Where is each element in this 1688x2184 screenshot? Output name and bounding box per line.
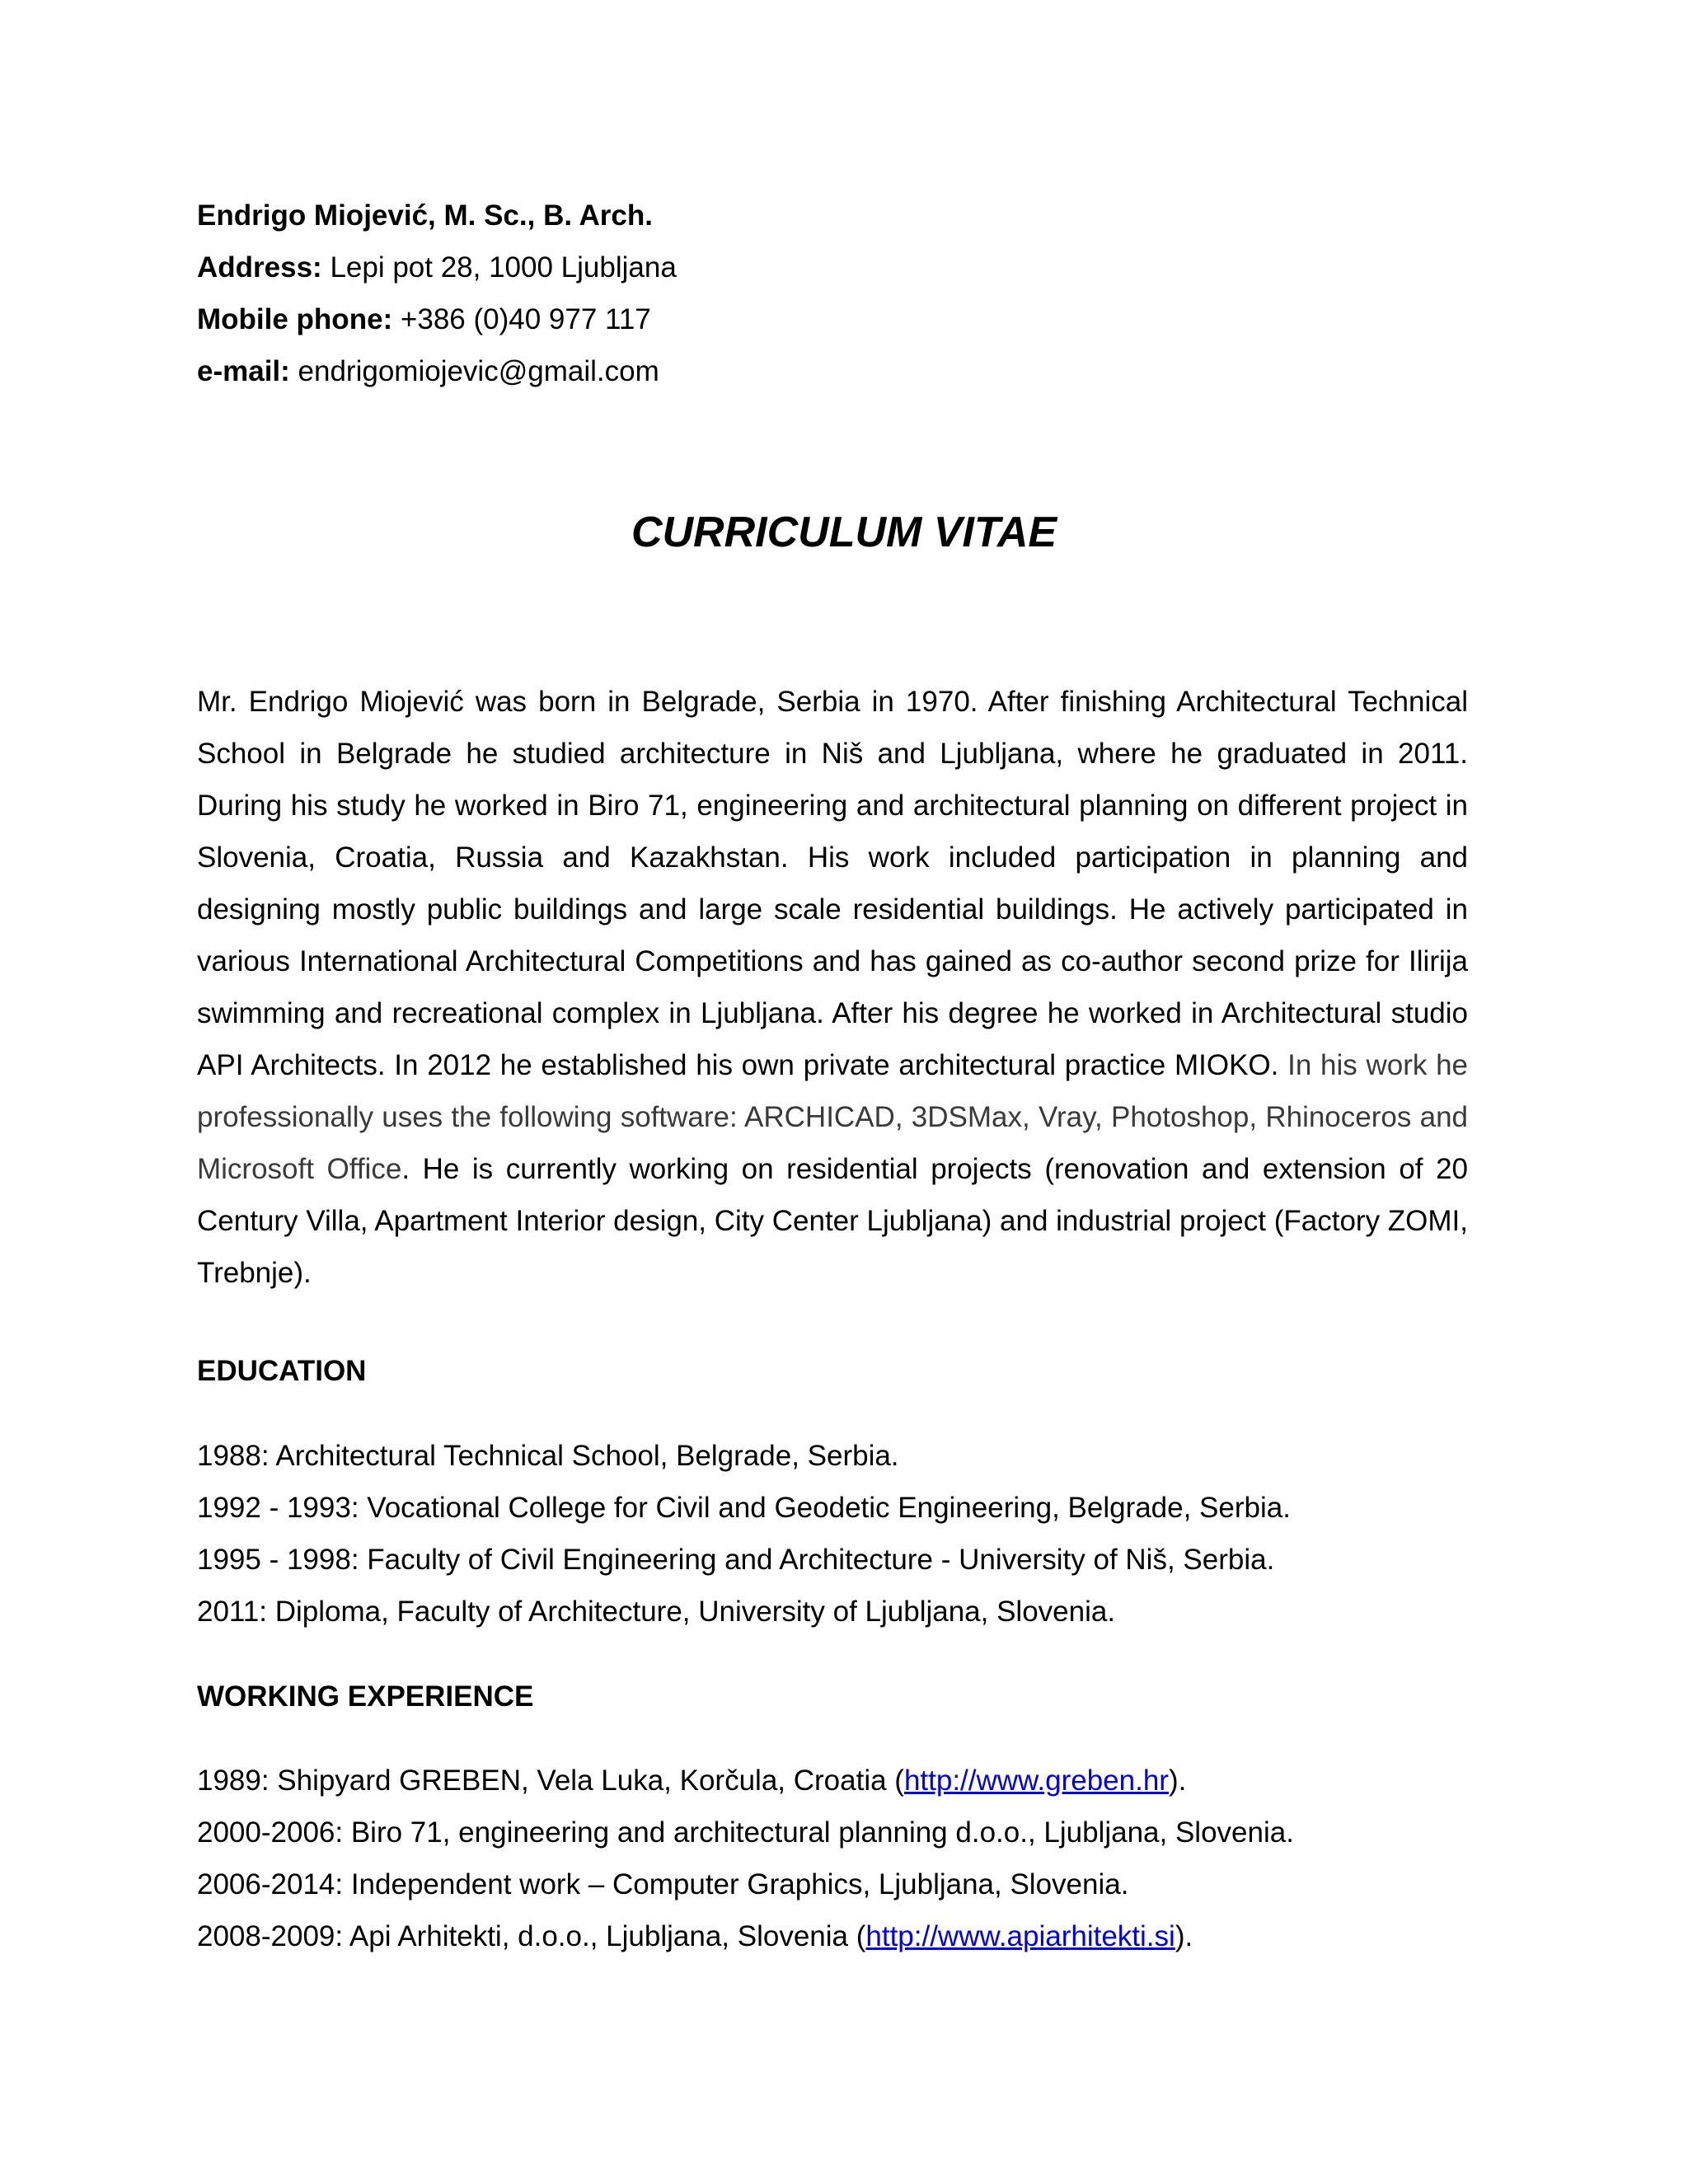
experience-list xyxy=(197,1755,1516,1962)
experience-item-1-text: 1989: Shipyard GREBEN, Vela Luka, Korčula, Croatia ( xyxy=(197,1765,904,1797)
document-title: CURRICULUM VITAE xyxy=(631,509,1057,556)
greben-link[interactable]: http://www.greben.hr xyxy=(903,1765,1169,1797)
experience-item-1-end: ). xyxy=(1168,1765,1187,1797)
address-line xyxy=(197,241,1186,293)
list-item: 1992 - 1993: Vocational College for Civil and Geodetic Engineering, Belgrade, Serbia. xyxy=(197,1492,1291,1524)
email-line xyxy=(197,345,1186,397)
address-label: Address: xyxy=(197,251,322,284)
experience-item-4-text: 2008-2009: Api Arhitekti, d.o.o., Ljubljana, Slovenia ( xyxy=(197,1920,866,1952)
list-item: 1995 - 1998: Faculty of Civil Engineering and Architecture - University of Niš, Serbia. xyxy=(197,1544,1275,1576)
email-value: endrigomiojevic@gmail.com xyxy=(289,355,659,387)
bio-part-3: . He is currently working on residential projects (renovation and extension of 20 Century Villa, Apartment Interior design, City Center Ljubljana) and industrial project (Factory ZOMI, Trebnje). xyxy=(197,1153,1468,1289)
bio-software-text: In his work he professionally uses the following software: ARCHICAD, 3DSMax, Vray, Photoshop, Rhinoceros and Microsoft Office xyxy=(197,1049,1468,1185)
phone-line xyxy=(197,293,1186,345)
list-item xyxy=(197,1910,1516,1962)
phone-value: +386 (0)40 977 117 xyxy=(392,303,651,335)
list-item xyxy=(197,1755,1516,1807)
contact-header xyxy=(197,190,1186,397)
experience-item-4-end: ). xyxy=(1175,1920,1193,1952)
phone-label: Mobile phone: xyxy=(197,303,393,335)
education-list xyxy=(197,1430,1516,1638)
list-item: 2011: Diploma, Faculty of Architecture, University of Ljubljana, Slovenia. xyxy=(197,1596,1116,1628)
education-heading: EDUCATION xyxy=(197,1355,367,1387)
address-value: Lepi pot 28, 1000 Ljubljana xyxy=(321,251,677,284)
list-item: 1988: Architectural Technical School, Belgrade, Serbia. xyxy=(197,1440,899,1472)
experience-heading: WORKING EXPERIENCE xyxy=(197,1680,534,1713)
apiarhitekti-link[interactable]: http://www.apiarhitekti.si xyxy=(865,1920,1175,1952)
biography-paragraph xyxy=(197,676,1468,1299)
person-name: Endrigo Miojević, M. Sc., B. Arch. xyxy=(197,199,653,232)
email-label: e-mail: xyxy=(197,355,290,387)
list-item: 2006-2014: Independent work – Computer Graphics, Ljubljana, Slovenia. xyxy=(197,1868,1129,1900)
bio-part-1: Mr. Endrigo Miojević was born in Belgrade, Serbia in 1970. After finishing Architectural Technical School in Belgrade he studied architecture in Niš and Ljubljana, where he graduated in 2011. During his study he worked in Biro 71, engineering and architectural planning on different project in Slovenia, Croatia, Russia and Kazakhstan. His work included participation in planning and designing mostly public buildings and large scale residential buildings. He actively participated in various International Architectural Competitions and has gained as co-author second prize for Ilirija swimming and recreational complex in Ljubljana. After his degree he worked in Architectural studio API Architects. In 2012 he established his own private architectural practice MIOKO. xyxy=(197,686,1468,1081)
list-item: 2000-2006: Biro 71, engineering and architectural planning d.o.o., Ljubljana, Slovenia. xyxy=(197,1816,1294,1849)
